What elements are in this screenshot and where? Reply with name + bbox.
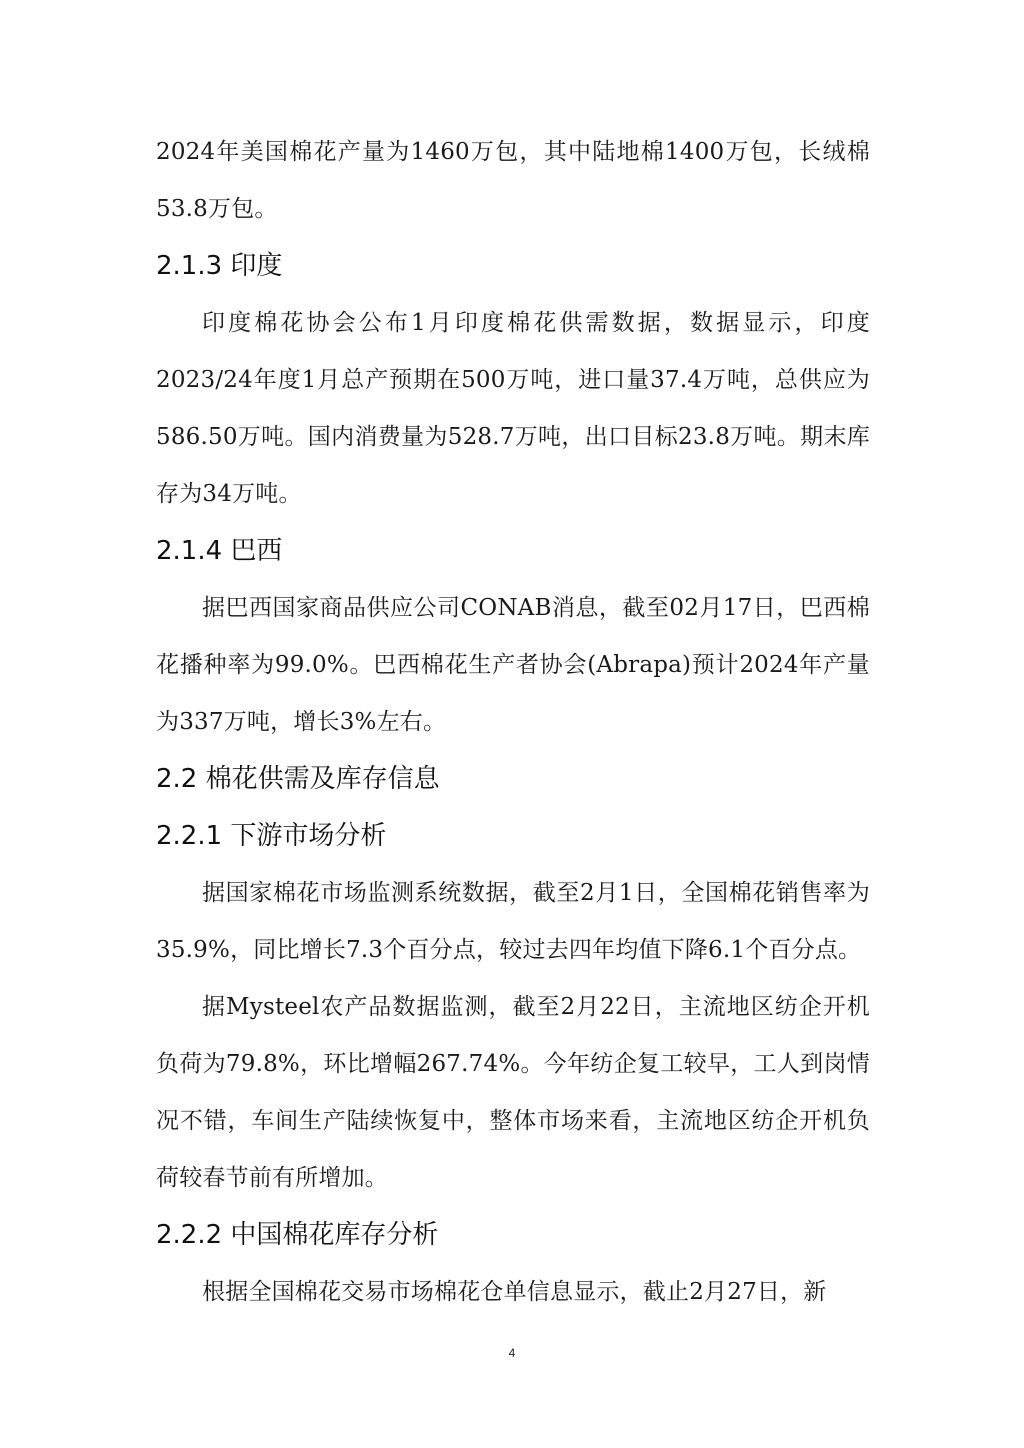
paragraph-brazil: 据巴西国家商品供应公司CONAB消息，截至02月17日，巴西棉花播种率为99.0%。巴西棉花生产者协会(Abrapa)预计2024年产量为337万吨，增长3%左右。 [156, 595, 870, 735]
paragraph-mill-load: 据Mysteel农产品数据监测，截至2月22日，主流地区纺企开机负荷为79.8%，环比增幅267.74%。今年纺企复工较早，工人到岗情况不错，车间生产陆续恢复中，整体市场来看，主流地区纺企开机负荷较春节前有所增加。 [156, 994, 870, 1191]
heading-downstream-market: 2.2.1 下游市场分析 [156, 821, 387, 851]
paragraph-india: 印度棉花协会公布1月印度棉花供需数据，数据显示，印度2023/24年度1月总产预期在500万吨，进口量37.4万吨，总供应为586.50万吨。国内消费量为528.7万吨，出口目标23.8万吨。期末库存为34万吨。 [156, 310, 870, 507]
heading-china-inventory: 2.2.2 中国棉花库存分析 [156, 1220, 439, 1250]
paragraph-warehouse-receipts: 根据全国棉花交易市场棉花仓单信息显示，截止2月27日，新 [202, 1279, 827, 1305]
document-body [156, 124, 870, 1321]
heading-supply-demand-inventory: 2.2 棉花供需及库存信息 [156, 764, 440, 794]
page-number: 4 [508, 1346, 516, 1360]
paragraph-us-production: 2024年美国棉花产量为1460万包，其中陆地棉1400万包，长绒棉53.8万包。 [156, 139, 870, 222]
heading-india: 2.1.3 印度 [156, 251, 283, 281]
heading-brazil: 2.1.4 巴西 [156, 536, 283, 566]
paragraph-sales-rate: 据国家棉花市场监测系统数据，截至2月1日，全国棉花销售率为35.9%，同比增长7.3个百分点，较过去四年均值下降6.1个百分点。 [156, 880, 870, 963]
